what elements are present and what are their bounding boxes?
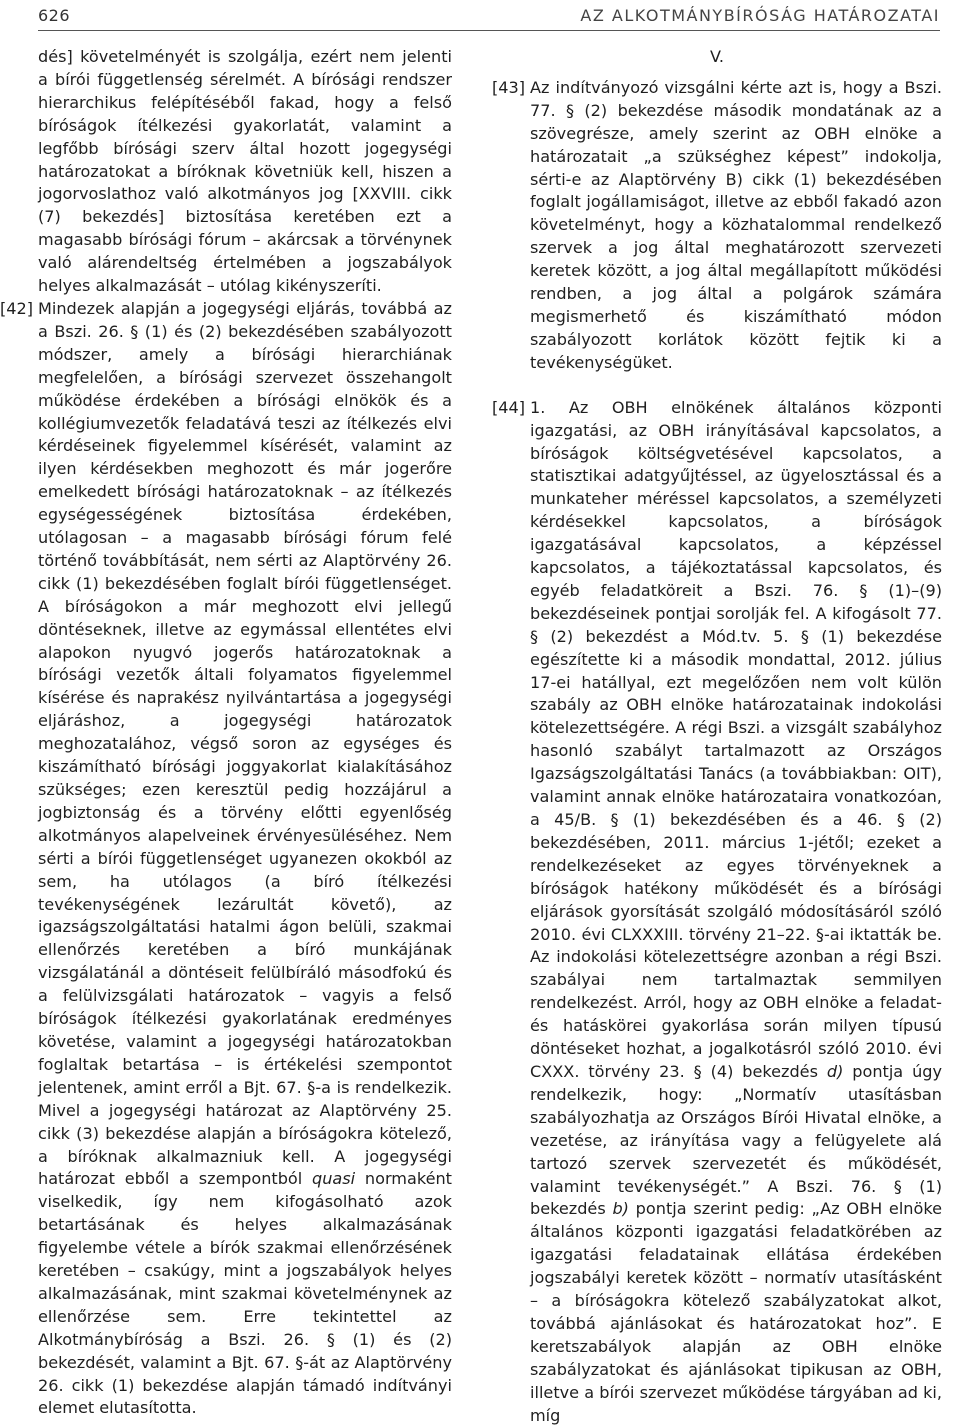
paragraph-42	[0, 298, 452, 1420]
point-b-italic: b)	[612, 1199, 629, 1219]
paragraph-text	[38, 298, 452, 1420]
continuation-paragraph: dés] követelményét is szolgálja, ezért nem jelenti a bírói függetlenség sérelmét. A bírósági rendszer hierarchikus felépítéséből fakad, hogy a felső bíróságok ítélkezési gyakorlatát, valamint a legfőbb bírósági szerv által hozott jogegységi határozatokat a bíróknak követniük kell, hiszen a jogorvoslathoz való alkotmányos jog [XXVIII. cikk (7) bekezdés] biztosítása keretében ezt a magasabb bírósági fórum – akárcsak a törvénynek való alárendeltség értelmében a jogszabályok helyes alkalmazását – utólag kikényszeríti.	[38, 47, 452, 296]
paragraph-number: [43]	[492, 77, 526, 97]
paragraph-42-text-end: normaként viselkedik, így nem kifogásolható azok betartásának és helyes alkalmazásának figyelembe vétele a bírók szakmai ellenőrzésének keretében – csakúgy, mint a jogszabályok helyes alkalmazásának, mint szakmai követelménynek az ellenőrzése sem. Erre tekintettel az Alkotmánybíróság a Bszi. 26. § (1) és (2) bekezdését, valamint a Bjt. 67. §-át az Alaptörvény 26. cikk (1) bekezdése alapján támadó indítványi elemet elutasította.	[38, 1169, 452, 1418]
paragraph-text	[530, 397, 942, 1427]
paragraph-44-text-b: pontja úgy rendelkezik, hogy: „Normatív utasításban szabályozhatja az Országos Bírói Hivatal elnöke, a vezetése, az irányítása vagy a felügyelete alá tartozó szervek szervezetét és működését, valamint tevékenységét.” A Bszi. 76. § (1) bekezdés	[530, 1061, 943, 1219]
header-rule	[38, 30, 940, 31]
running-title: AZ ALKOTMÁNYBÍRÓSÁG HATÁROZATAI	[580, 6, 940, 25]
page-header	[38, 6, 940, 28]
paragraph-number: [44]	[492, 397, 526, 417]
section-heading: V.	[709, 47, 725, 66]
paragraph-44	[492, 397, 942, 1427]
point-d-italic: d)	[826, 1061, 844, 1081]
left-column	[0, 46, 452, 1420]
right-column	[492, 46, 942, 1427]
quasi-italic: quasi	[312, 1169, 356, 1189]
paragraph-44-text-c: pontja szerint pedig: „Az OBH elnöke általános központi igazgatási feladatkörében az igazgatási feladatainak ellátása érdekében jogszabályi keretek között – normatív utasításként – a bíróságokra kötelező szabályzatokat alkot, továbbá ajánlásokat és határozatokat hoz”. E keretszabályok alapján az OBH elnöke szabályzatokat és ajánlásokat tipikusan az OBH, illetve a bírói szervezet működése tárgyában ad ki, míg	[530, 1199, 942, 1425]
paragraph-number: [42]	[0, 298, 34, 318]
paragraph-text: Az indítványozó vizsgálni kérte azt is, hogy a Bszi. 77. § (2) bekezdése második mondatának az a szövegrésze, amely szerint az OBH elnöke a határozatait „a szükséghez képest” indokolja, sérti-e az Alaptörvény B) cikk (1) bekezdésében foglalt jogállamiságot, illetve az ebből fakadó azon követelményt, hogy a közhatalommal rendelkező szervek a jog által meghatározott szervezeti keretek között, a jog által megállapított működési rendben, a jog által a polgárok számára megismerhető és kiszámítható módon szabályozott korlátok között fejtik ki a tevékenységüket.	[530, 77, 942, 372]
paragraph-43	[492, 77, 942, 375]
paragraph-42-text: Mindezek alapján a jogegységi eljárás, továbbá az a Bszi. 26. § (1) és (2) bekezdésében szabályozott módszer, amely a bírósági hierarchiának megfelelően, a bírósági szervezet összehangolt működése érdekében a bírósági elnökök és a kollégiumvezetők feladatává teszi az ítélkezés elvi kérdéseinek figyelemmel kísérését, valamint az ilyen kérdésekben meghozott és már jogerőre emelkedett bírósági határozatoknak – az ítélkezés egységességének biztosítása érdekében, utólagosan – a magasabb bírósági fórum felé történő továbbítását, nem sérti az Alaptörvény 26. cikk (1) bekezdésében foglalt bírói függetlenséget. A bíróságokon a már meghozott elvi jellegű döntéseknek, illetve az egymással ellentétes elvi alapokon nyugvó jogerős határozatoknak a bírósági vezetők általi folyamatos figyelemmel kísérése és naprakész nyilvántartása a jogegységi eljáráshoz, a jogegységi határozatok meghozatalához, végső soron az egységes és kiszámítható bírósági joggyakorlat kialakításához szükséges; ezen keresztül pedig hozzájárul a jogbiztonság és a törvény előtti egyenlőség alkotmányos alapelveinek érvényesüléséhez. Nem sérti a bírói függetlenséget ugyanezen okokból az sem, ha utólagos (a bíró ítélkezési tevékenységének lezárultát követő), az igazságszolgáltatási hatalmi ágon belüli, szakmai ellenőrzés keretében a bíró munkájának vizsgálatánál a döntéseit felülbíráló másodfokú és a felülvizsgálati határozatok – vagyis a felső bíróságok ítélkezési gyakorlatának eredményes követése, valamint a jogegységi határozatokban foglaltak betartása – is értékelési szempontot jelentenek, amint erről a Bjt. 67. §-a is rendelkezik. Mivel a jogegységi határozat az Alaptörvény 25. cikk (3) bekezdése alapján a bíróságokra kötelező, a bíróknak alkalmazniuk kell. A jogegységi határozat ebből a szempontból	[38, 298, 452, 1189]
page-number: 626	[38, 6, 71, 25]
paragraph-44-text-a: 1. Az OBH elnökének általános központi igazgatási, az OBH irányításával kapcsolatos, a bíróságok költségvetésével kapcsolatos, a statisztikai adatgyűjtéssel, az ügyelosztással és a munkateher méréssel kapcsolatos, a személyzeti kérdésekkel kapcsolatos, a bíróságok igazgatásával kapcsolatos, a képzéssel kapcsolatos, a tájékoztatással kapcsolatos, és egyéb feladatköreit a Bszi. 76. § (1)–(9) bekezdéseinek pontjai sorolják fel. A kifogásolt 77. § (2) bekezdést a Mód.tv. 5. § (1) bekezdése egészítette ki a második mondattal, 2012. július 17-ei hatállyal, ezt megelőzően nem volt külön szabály az OBH elnöke határozatainak indokolási kötelezettségére. A régi Bszi. a vizsgált szabályhoz hasonló szabályt tartalmazott az Országos Igazságszolgáltatási Tanács (a továbbiakban: OIT), valamint annak elnöke határozataira vonatkozóan, a 45/B. § (1) bekezdésében és a 46. § (2) bekezdésében, 2011. március 1-jétől; ezeket a rendelkezéseket az egyes törvényeknek a bíróságok hatékony működését és a bírósági eljárások gyorsítását szolgáló módosításáról szóló 2010. évi CLXXXIII. törvény 21–22. §-ai iktatták be. Az indokolási kötelezettségre azonban a régi Bszi. szabályai nem tartalmaztak semmilyen rendelkezést. Arról, hogy az OBH elnöke a feladat- és hatáskörei gyakorlása során milyen típusú döntéseket hozhat, a jogalkotásról szóló 2010. évi CXXX. törvény 23. § (4) bekezdés	[530, 397, 942, 1081]
